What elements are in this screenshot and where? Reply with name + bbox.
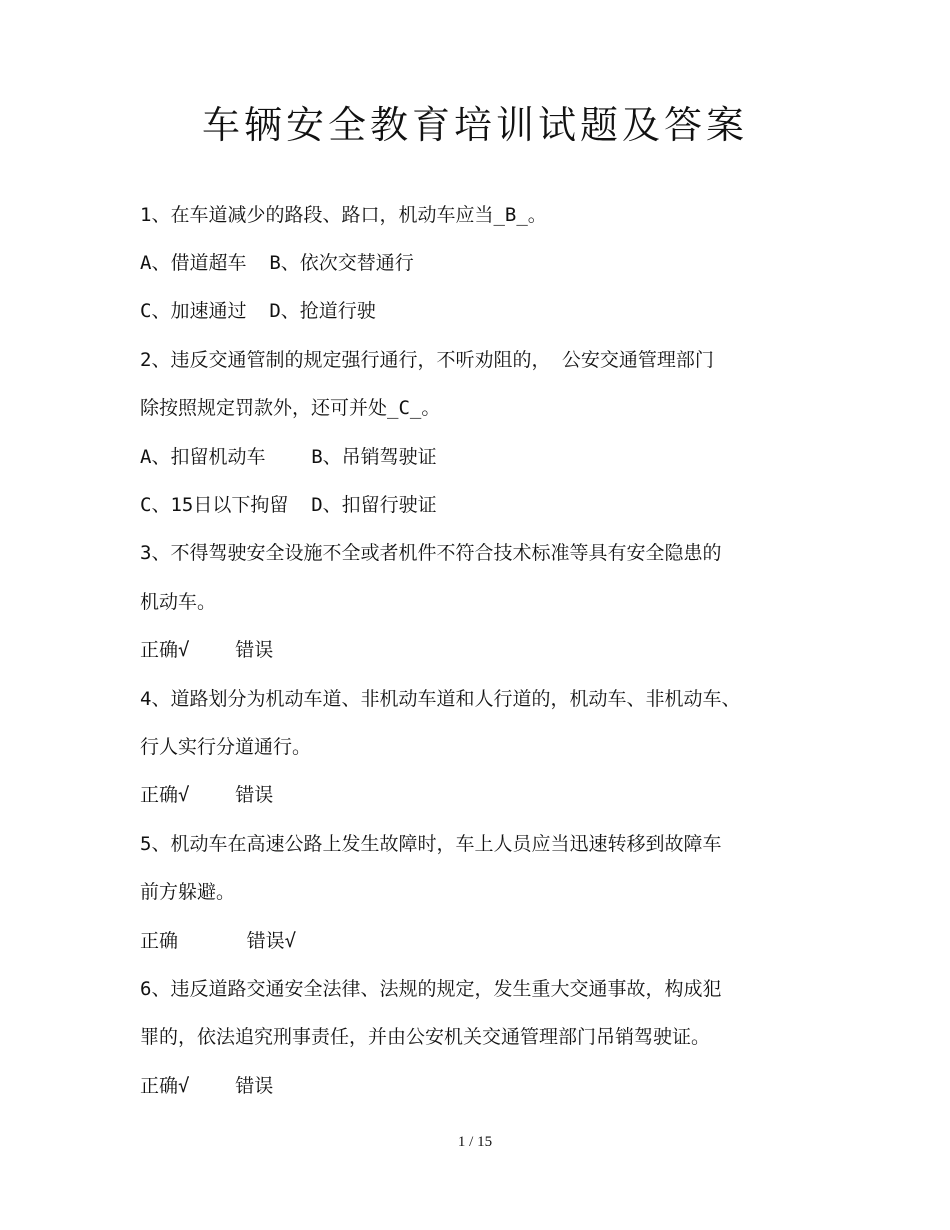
q3-answer: 正确√ 错误: [140, 639, 274, 661]
q1-options-cd: C、加速通过 D、抢道行驶: [140, 300, 376, 322]
q2-options-ab: A、扣留机动车 B、吊销驾驶证: [140, 446, 437, 468]
q2-text-line1: 2、违反交通管制的规定强行通行，不听劝阻的， 公安交通管理部门: [140, 349, 714, 371]
q5-text-line2: 前方躲避。: [140, 881, 236, 903]
q2-text-line2: 除按照规定罚款外，还可并处_C_。: [140, 397, 441, 419]
page-number: 1 / 15: [457, 1134, 493, 1150]
q6-text-line1: 6、违反道路交通安全法律、法规的规定，发生重大交通事故，构成犯: [140, 978, 722, 1000]
q5-text-line1: 5、机动车在高速公路上发生故障时，车上人员应当迅速转移到故障车: [140, 833, 722, 855]
q6-answer: 正确√ 错误: [140, 1075, 274, 1097]
q3-text-line1: 3、不得驾驶安全设施不全或者机件不符合技术标准等具有安全隐患的: [140, 542, 722, 564]
q4-answer: 正确√ 错误: [140, 784, 274, 806]
q1-options-ab: A、借道超车 B、依次交替通行: [140, 252, 414, 274]
q4-text-line1: 4、道路划分为机动车道、非机动车道和人行道的，机动车、非机动车、: [140, 688, 741, 710]
q2-options-cd: C、15日以下拘留 D、扣留行驶证: [140, 494, 437, 516]
q4-text-line2: 行人实行分道通行。: [140, 736, 312, 758]
q6-text-line2: 罪的，依法追究刑事责任，并由公安机关交通管理部门吊销驾驶证。: [140, 1026, 711, 1048]
q3-text-line2: 机动车。: [140, 591, 217, 613]
document-title: 车辆安全教育培训试题及答案: [201, 103, 748, 147]
q1-text: 1、在车道减少的路段、路口，机动车应当_B_。: [140, 204, 547, 226]
q5-answer: 正确 错误√: [140, 930, 297, 952]
